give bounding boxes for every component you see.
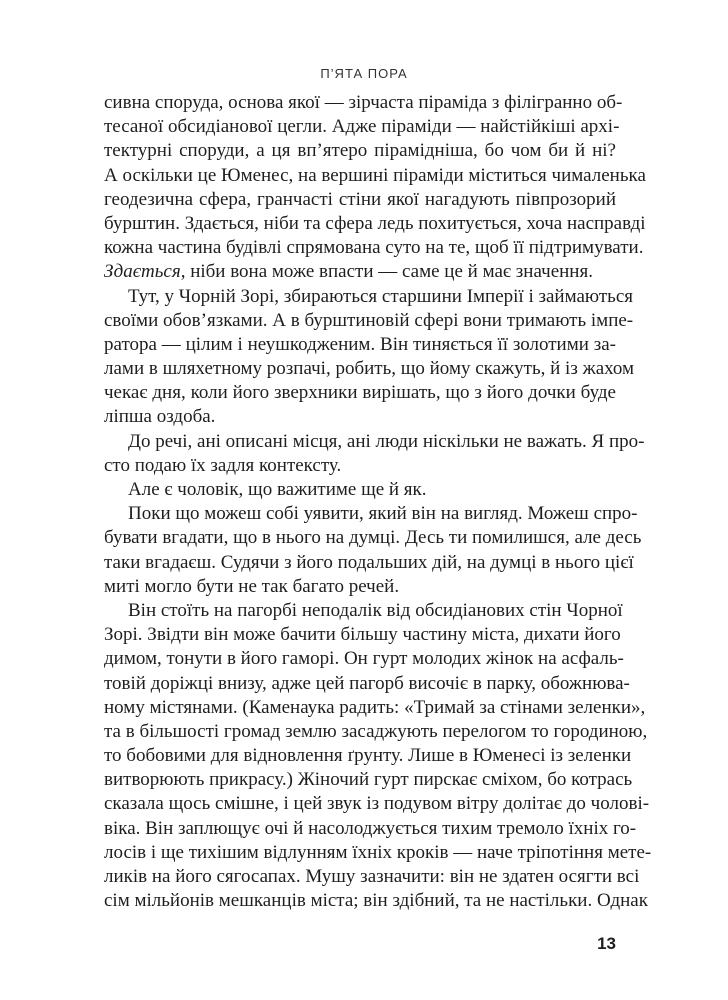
text-line: тесаної обсидіанової цегли. Адже піраміди — найстійкіші архі-: [104, 116, 620, 138]
text-line: сивна споруда, основа якої — зірчаста піраміда з філігранно об-: [104, 92, 623, 113]
text-line: віка. Він заплющує очі й насолоджується тихим тремоло їхніх го-: [104, 817, 637, 839]
running-header: П’ЯТА ПОРА: [320, 66, 408, 81]
text-fragment: , ніби вона може впасти — саме це й має значення.: [180, 261, 593, 283]
text-line: димом, тонути в його гаморі. Он гурт молодих жінок на асфаль-: [104, 648, 624, 670]
text-line: миті могло бути не так багато речей.: [104, 575, 400, 597]
body-text: [104, 91, 652, 913]
paragraph-first-line: Тут, у Чорній Зорі, збираються старшини Імперії і займаються: [128, 285, 633, 307]
text-line: сказала щось смішне, і цей звук із подувом вітру долітає до чолові-: [104, 793, 650, 815]
text-line: ному містянами. (Каменаука радить: «Тримай за стінами зеленки»,: [104, 696, 646, 718]
text-line: лосів і ще тихішим відлунням їхніх кроків — наче тріпотіння мете-: [104, 841, 652, 863]
text-line: бурштин. Здається, ніби та сфера ледь похитується, хоча насправді: [104, 212, 646, 234]
text-line: своїми обов’язками. А в бурштиновій сфері вони тримають імпе-: [104, 309, 634, 331]
text-line: та в більшості громад землю засаджують перелогом то городиною,: [104, 720, 648, 742]
paragraph-first-line: Але є чоловік, що важитиме ще й як.: [128, 479, 427, 500]
text-line: лами в шляхетному розпачі, робить, що йому скажуть, й із жахом: [104, 358, 635, 380]
text-line: чекає дня, коли його зверхники вирішать, що з його дочки буде: [104, 382, 616, 404]
text-line: ликів на його сягосапах. Мушу зазначити: він не здатен осягти всі: [104, 866, 640, 887]
text-line: ратора — цілим і неушкодженим. Він тиняється її золотими за-: [104, 333, 616, 355]
text-line: то бобовими для відновлення ґрунту. Лише в Юменесі із зеленки: [104, 745, 632, 767]
text-line: А оскільки це Юменес, на вершині піраміди міститься чималенька: [104, 164, 646, 186]
text-line: витворюють прикрасу.) Жіночий гурт пирскає сміхом, бо котрась: [104, 769, 633, 791]
text-line: ліпша оздоба.: [104, 406, 216, 428]
text-line: кожна частина будівлі спрямована суто на те, щоб її підтримувати.: [104, 237, 644, 259]
text-line: Зорі. Звідти він може бачити більшу частину міста, дихати його: [104, 624, 621, 646]
text-line: таки вгадаєш. Судячи з його подальших дій, на думці в нього цієї: [104, 551, 634, 573]
paragraph-first-line: До речі, ані описані місця, ані люди ніскільки не важать. Я про-: [128, 430, 645, 452]
text-line: геодезична сфера, гранчасті стіни якої нагадують півпрозорий: [104, 188, 616, 210]
text-line: тектурні споруди, а ця вп’ятеро пірамідніша, бо чом би й ні?: [104, 140, 616, 162]
italic-emphasis: Здається: [104, 261, 181, 283]
paragraph-first-line: Поки що можеш собі уявити, який він на вигляд. Можеш спро-: [128, 503, 638, 525]
text-line: [104, 260, 616, 284]
text-line: сім мільйонів мешканців міста; він здібний, та не настільки. Однак: [104, 890, 648, 912]
paragraph-first-line: Він стоїть на пагорбі неподалік від обсидіанових стін Чорної: [128, 599, 623, 621]
text-line: сто подаю їх задля контексту.: [104, 454, 342, 476]
text-line: бувати вгадати, що в нього на думці. Десь ти помилишся, але десь: [104, 527, 642, 549]
text-line: товій доріжці внизу, адже цей пагорб височіє в парку, обожнюва-: [104, 672, 630, 694]
page-number: 13: [597, 934, 616, 953]
